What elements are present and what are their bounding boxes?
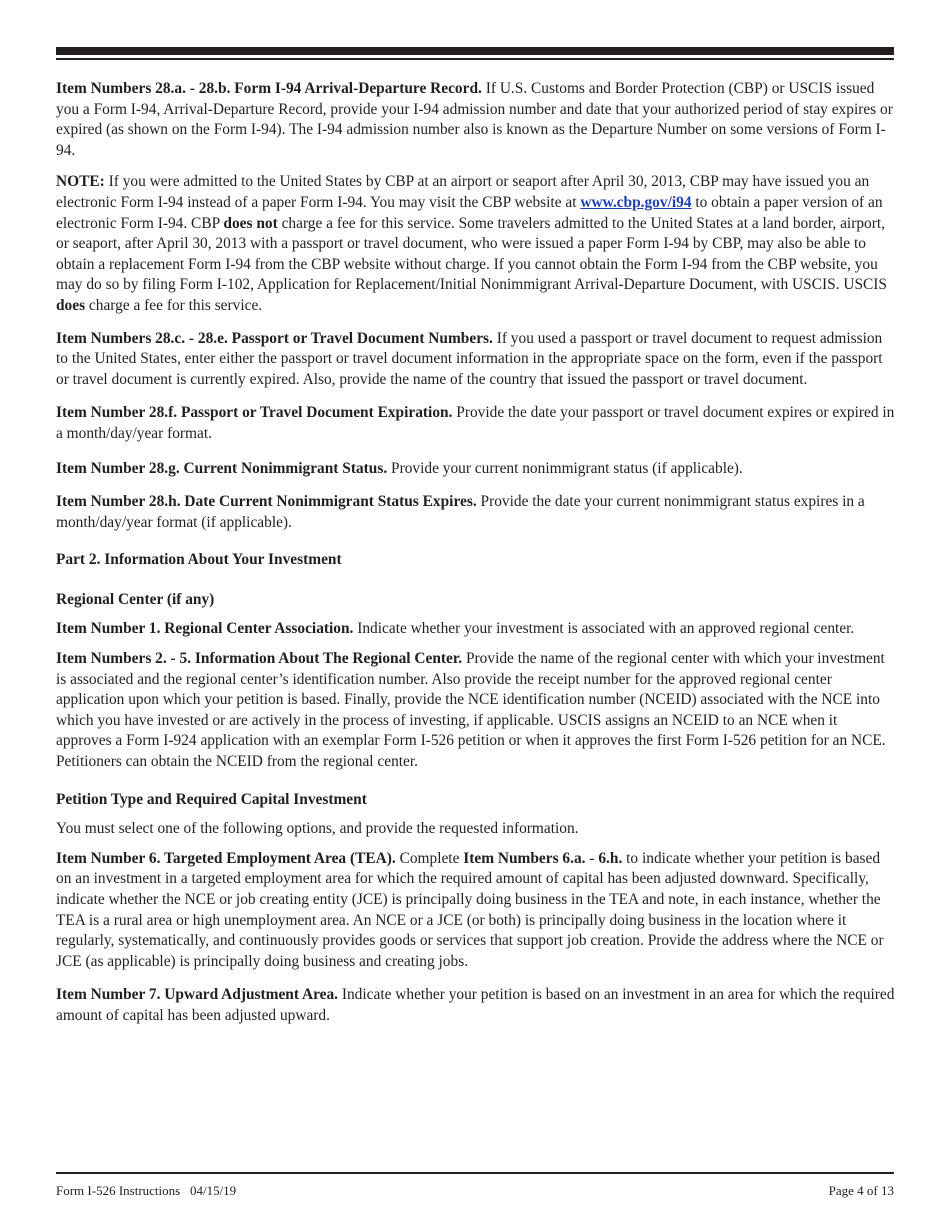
note-label: NOTE: (56, 173, 105, 191)
paragraph-note (56, 172, 896, 316)
paragraph-text: Complete (395, 849, 464, 867)
footer-rule (56, 1172, 894, 1174)
footer-form-label: Form I-526 Instructions 04/15/19 (56, 1183, 237, 1198)
paragraph-item-6 (56, 849, 896, 973)
paragraph-text: If U.S. Customs and Border Protection (CBP) or USCIS issued you a Form I-94, Arrival-Departure Record, provide your I-94 admission number and date that your authorized period of stay expires or expired (as shown on the Form I-94). The I-94 admission number also is known as the Departure Number on some versions of Form I-94. (56, 80, 893, 159)
paragraph-heading: Item Numbers 2. - 5. Information About The Regional Center. (56, 650, 463, 668)
paragraph-item-1 (56, 619, 896, 640)
paragraph-text: If you used a passport or travel document to request admission to the United States, enter either the passport or travel document information in the appropriate space on the form, even if the passport or travel document is currently expired. Also, provide the name of the country that issued the passport or travel document. (56, 329, 883, 388)
paragraph-heading: Item Number 28.h. Date Current Nonimmigrant Status Expires. (56, 493, 477, 511)
top-rule-thick (56, 47, 894, 55)
paragraph-heading: Item Number 28.f. Passport or Travel Document Expiration. (56, 404, 453, 422)
part2-heading (56, 550, 896, 571)
paragraph-item-28h (56, 492, 896, 533)
paragraph-select-option (56, 819, 896, 840)
paragraph-text: - (585, 849, 599, 867)
paragraph-heading: Item Number 6. Targeted Employment Area (TEA). (56, 849, 396, 867)
paragraph-text: Provide your current nonimmigrant status (if applicable). (387, 459, 743, 477)
footer-page-number: Page 4 of 13 (828, 1183, 894, 1198)
page-content (56, 79, 896, 1027)
emphasis-does-not: does not (223, 214, 278, 232)
paragraph-text: Provide the date your current nonimmigrant status expires in a month/day/year format (if applicable). (56, 493, 865, 531)
paragraph-item-28c-28e (56, 329, 896, 391)
paragraph-text: Provide the name of the regional center with which your investment is associated and the regional center’s identification number. Also provide the receipt number for the approved regional center application upon which your petition is based. Finally, provide the NCE identification number (NCEID) associated with the NCE into which you have invested or are actively in the process of investing, if applicable. USCIS assigns an NCEID to an NCE when it approves a Form I-924 application with an exemplar Form I-526 petition or when it approves the first Form I-526 petition for an NCE. Petitioners can obtain the NCEID from the regional center. (56, 650, 886, 771)
paragraph-item-2-5 (56, 649, 896, 773)
paragraph-text: Provide the date your passport or travel document expires or expired in a month/day/year format. (56, 404, 895, 442)
paragraph-text: Indicate whether your investment is associated with an approved regional center. (353, 620, 855, 638)
paragraph-text: to indicate whether your petition is based on an investment in a targeted employment area for which the required amount of capital has been adjusted downward. Specifically, indicate whether the NCE or job creating entity (JCE) is principally doing business in the TEA and note, in each instance, whether the TEA is a rural area or high unemployment area. An NCE or a JCE (or both) is principally doing business in the location where it regularly, systematically, and continuously provides goods or services that support job creation. Provide the address where the NCE or JCE (as applicable) is principally doing business and creating jobs. (56, 849, 884, 970)
regional-center-heading (56, 590, 896, 611)
paragraph-text: charge a fee for this service. (85, 296, 263, 314)
paragraph-heading: Item Number 7. Upward Adjustment Area. (56, 986, 339, 1004)
paragraph-heading: Item Numbers 28.a. - 28.b. Form I-94 Arrival-Departure Record. (56, 80, 482, 97)
paragraph-text: You must select one of the following options, and provide the requested information. (56, 820, 579, 838)
section-heading: Part 2. Information About Your Investment (56, 551, 342, 569)
paragraph-text: charge a fee for this service. Some travelers admitted to the United States at a land border, airport, or seaport, after April 30, 2013 with a passport or travel document, who were issued a paper Form I-94 by CBP, may also be able to obtain a replacement Form I-94 from the CBP website without charge. If you cannot obtain the Form I-94 from the CBP website, you may do so by filing Form I-102, Application for Replacement/Initial Nonimmigrant Arrival-Departure Document, with USCIS. USCIS (56, 214, 887, 294)
paragraph-item-28g (56, 459, 896, 480)
top-rule-thin (56, 58, 894, 60)
subsection-heading: Petition Type and Required Capital Investment (56, 790, 367, 808)
subsection-heading: Regional Center (if any) (56, 590, 215, 608)
paragraph-heading: Item Number 28.g. Current Nonimmigrant Status. (56, 459, 388, 477)
paragraph-text: to obtain a paper version of an electronic Form I-94. CBP (56, 193, 883, 232)
cbp-i94-link[interactable]: www.cbp.gov/i94 (580, 193, 692, 211)
emphasis-item-6a: Item Numbers 6.a. (463, 849, 586, 867)
paragraph-heading: Item Numbers 28.c. - 28.e. Passport or Travel Document Numbers. (56, 329, 493, 347)
paragraph-heading: Item Number 1. Regional Center Association. (56, 620, 354, 638)
paragraph-text: Indicate whether your petition is based on an investment in an area for which the required amount of capital has been adjusted upward. (56, 986, 895, 1024)
petition-type-heading (56, 790, 896, 811)
paragraph-item-7 (56, 985, 896, 1026)
paragraph-item-28f (56, 403, 896, 444)
paragraph-item-28a-28b (56, 79, 896, 161)
paragraph-text: If you were admitted to the United States by CBP at an airport or seaport after April 30, 2013, CBP may have issued you an electronic Form I-94 instead of a paper Form I-94. You may visit the CBP website at (56, 173, 870, 211)
emphasis-item-6h: 6.h. (598, 849, 623, 867)
emphasis-does: does (56, 296, 86, 314)
